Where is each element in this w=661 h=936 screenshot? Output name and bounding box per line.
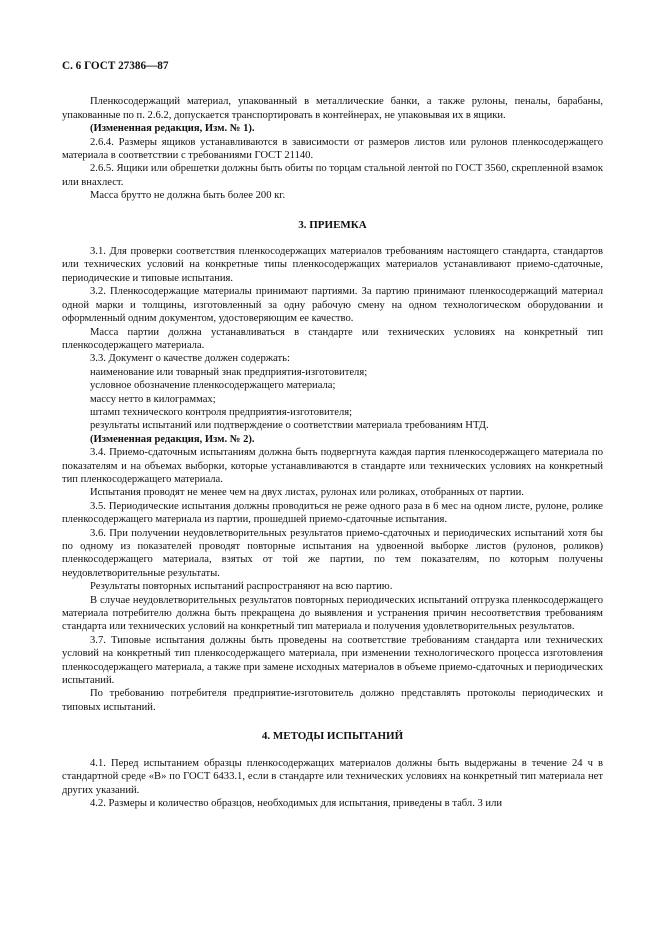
- page-header: С. 6 ГОСТ 27386—87: [62, 60, 169, 72]
- paragraph-unsatisfactory: В случае неудовлетворительных результатов повторных периодических испытаний отгрузка пленкосодержащего материала потребителю должна быть прекращена до выявления и устранения причин несоответствия требованиям стандарта или технических условий на конкретный тип материала и получения удовлетворительных результатов.: [62, 594, 603, 633]
- list-item: массу нетто в килограммах;: [90, 393, 216, 405]
- paragraph-3-2: 3.2. Пленкосодержащие материалы принимают партиями. За партию принимают пленкосодержащий материал одной марки и толщины, изготовленный за одну рабочую смену на одном технологическом оборудовании и оформленный одним документом, удостоверяющим ее качество.: [62, 286, 603, 325]
- paragraph-3-5: 3.5. Периодические испытания должны проводиться не реже одного раза в 6 мес на одном листе, рулоне, ролике пленкосодержащего материала из партии, прошедшей приемо-сдаточные испытания.: [62, 500, 603, 526]
- paragraph-3-6: 3.6. При получении неудовлетворительных результатов приемо-сдаточных и периодических испытаний хотя бы по одному из показателей проводят повторные испытания на удвоенной выборке листов (рулонов, роликов) пленкосодержащего материала, взятых от той же партии, по тем показателям, по которым получены неудовлетворительные результаты.: [62, 527, 603, 579]
- paragraph-3-3: 3.3. Документ о качестве должен содержать:: [90, 353, 290, 365]
- paragraph-2-6-5: 2.6.5. Ящики или обрешетки должны быть обиты по торцам стальной лентой по ГОСТ 3560, скрепленной взамок или внахлест.: [62, 163, 603, 188]
- amendment-note-1: (Измененная редакция, Изм. № 1).: [90, 123, 255, 135]
- top-block: [62, 95, 603, 202]
- amendment-note-2: (Измененная редакция, Изм. № 2).: [90, 433, 255, 445]
- paragraph-batch-mass: Масса партии должна устанавливаться в стандарте или технических условиях на конкретный тип пленкосодержащего материала.: [62, 326, 603, 351]
- paragraph-packaging: Пленкосодержащий материал, упакованный в металлические банки, а также рулоны, пеналы, барабаны, упакованные по п. 2.6.2, допускается транспортировать в контейнерах, не упаковывая их в ящики.: [62, 96, 603, 121]
- paragraph-3-4: 3.4. Приемо-сдаточным испытаниям должна быть подвергнута каждая партия пленкосодержащего материала по показателям и на объемах выборки, которые устанавливаются в стандарте или технических условиях на конкретный тип пленкосодержащего материала.: [62, 447, 603, 485]
- list-item: условное обозначение пленкосодержащего материала;: [90, 380, 336, 392]
- paragraph-tests-count: Испытания проводят не менее чем на двух листах, рулонах или роликах, отобранных от партии.: [90, 487, 524, 499]
- section-4-title: 4. МЕТОДЫ ИСПЫТАНИЙ: [261, 730, 404, 743]
- paragraph-3-7: 3.7. Типовые испытания должны быть проведены на соответствие требованиям стандарта или технических условий на конкретный тип пленкосодержащего материала, при изменении технологического процесса изготовления пленкосодержащего материала, а также при замене исходных материалов в объеме приемо-сдаточных и периодических испытаний.: [62, 634, 603, 687]
- list-item: результаты испытаний или подтверждение о соответствии материала требованиям НТД.: [90, 420, 489, 432]
- paragraph-4-2: 4.2. Размеры и количество образцов, необходимых для испытания, приведены в табл. 3 или: [90, 797, 503, 809]
- paragraph-2-6-4: 2.6.4. Размеры ящиков устанавливаются в зависимости от размеров листов или рулонов пленкосодержащего материала в соответствии с требованиями ГОСТ 21140.: [62, 136, 603, 162]
- paragraph-gross-mass: Масса брутто не должна быть более 200 кг.: [90, 190, 286, 202]
- list-item: наименование или товарный знак предприятия-изготовителя;: [90, 366, 368, 378]
- paragraph-4-1: 4.1. Перед испытанием образцы пленкосодержащих материалов должны быть выдержаны в течение 24 ч в стандартной среде «В» по ГОСТ 6433.1, если в стандарте или технических условиях на конкретный тип материала нет других указаний.: [62, 757, 603, 796]
- section-3-title: 3. ПРИЕМКА: [298, 218, 367, 231]
- section-4-body: [62, 757, 603, 811]
- list-item: штамп технического контроля предприятия-изготовителя;: [90, 406, 353, 418]
- paragraph-3-1: 3.1. Для проверки соответствия пленкосодержащих материалов требованиям настоящего стандарта, стандартов или технических условий на конкретные типы пленкосодержащих материалов устанавливают приемо-сдаточные, периодические и типовые испытания.: [62, 246, 603, 284]
- paragraph-protocols: По требованию потребителя предприятие-изготовитель должно представлять протоколы периодических и типовых испытаний.: [62, 688, 603, 713]
- paragraph-repeat-results: Результаты повторных испытаний распространяют на всю партию.: [90, 581, 393, 593]
- section-3-body: [62, 245, 603, 714]
